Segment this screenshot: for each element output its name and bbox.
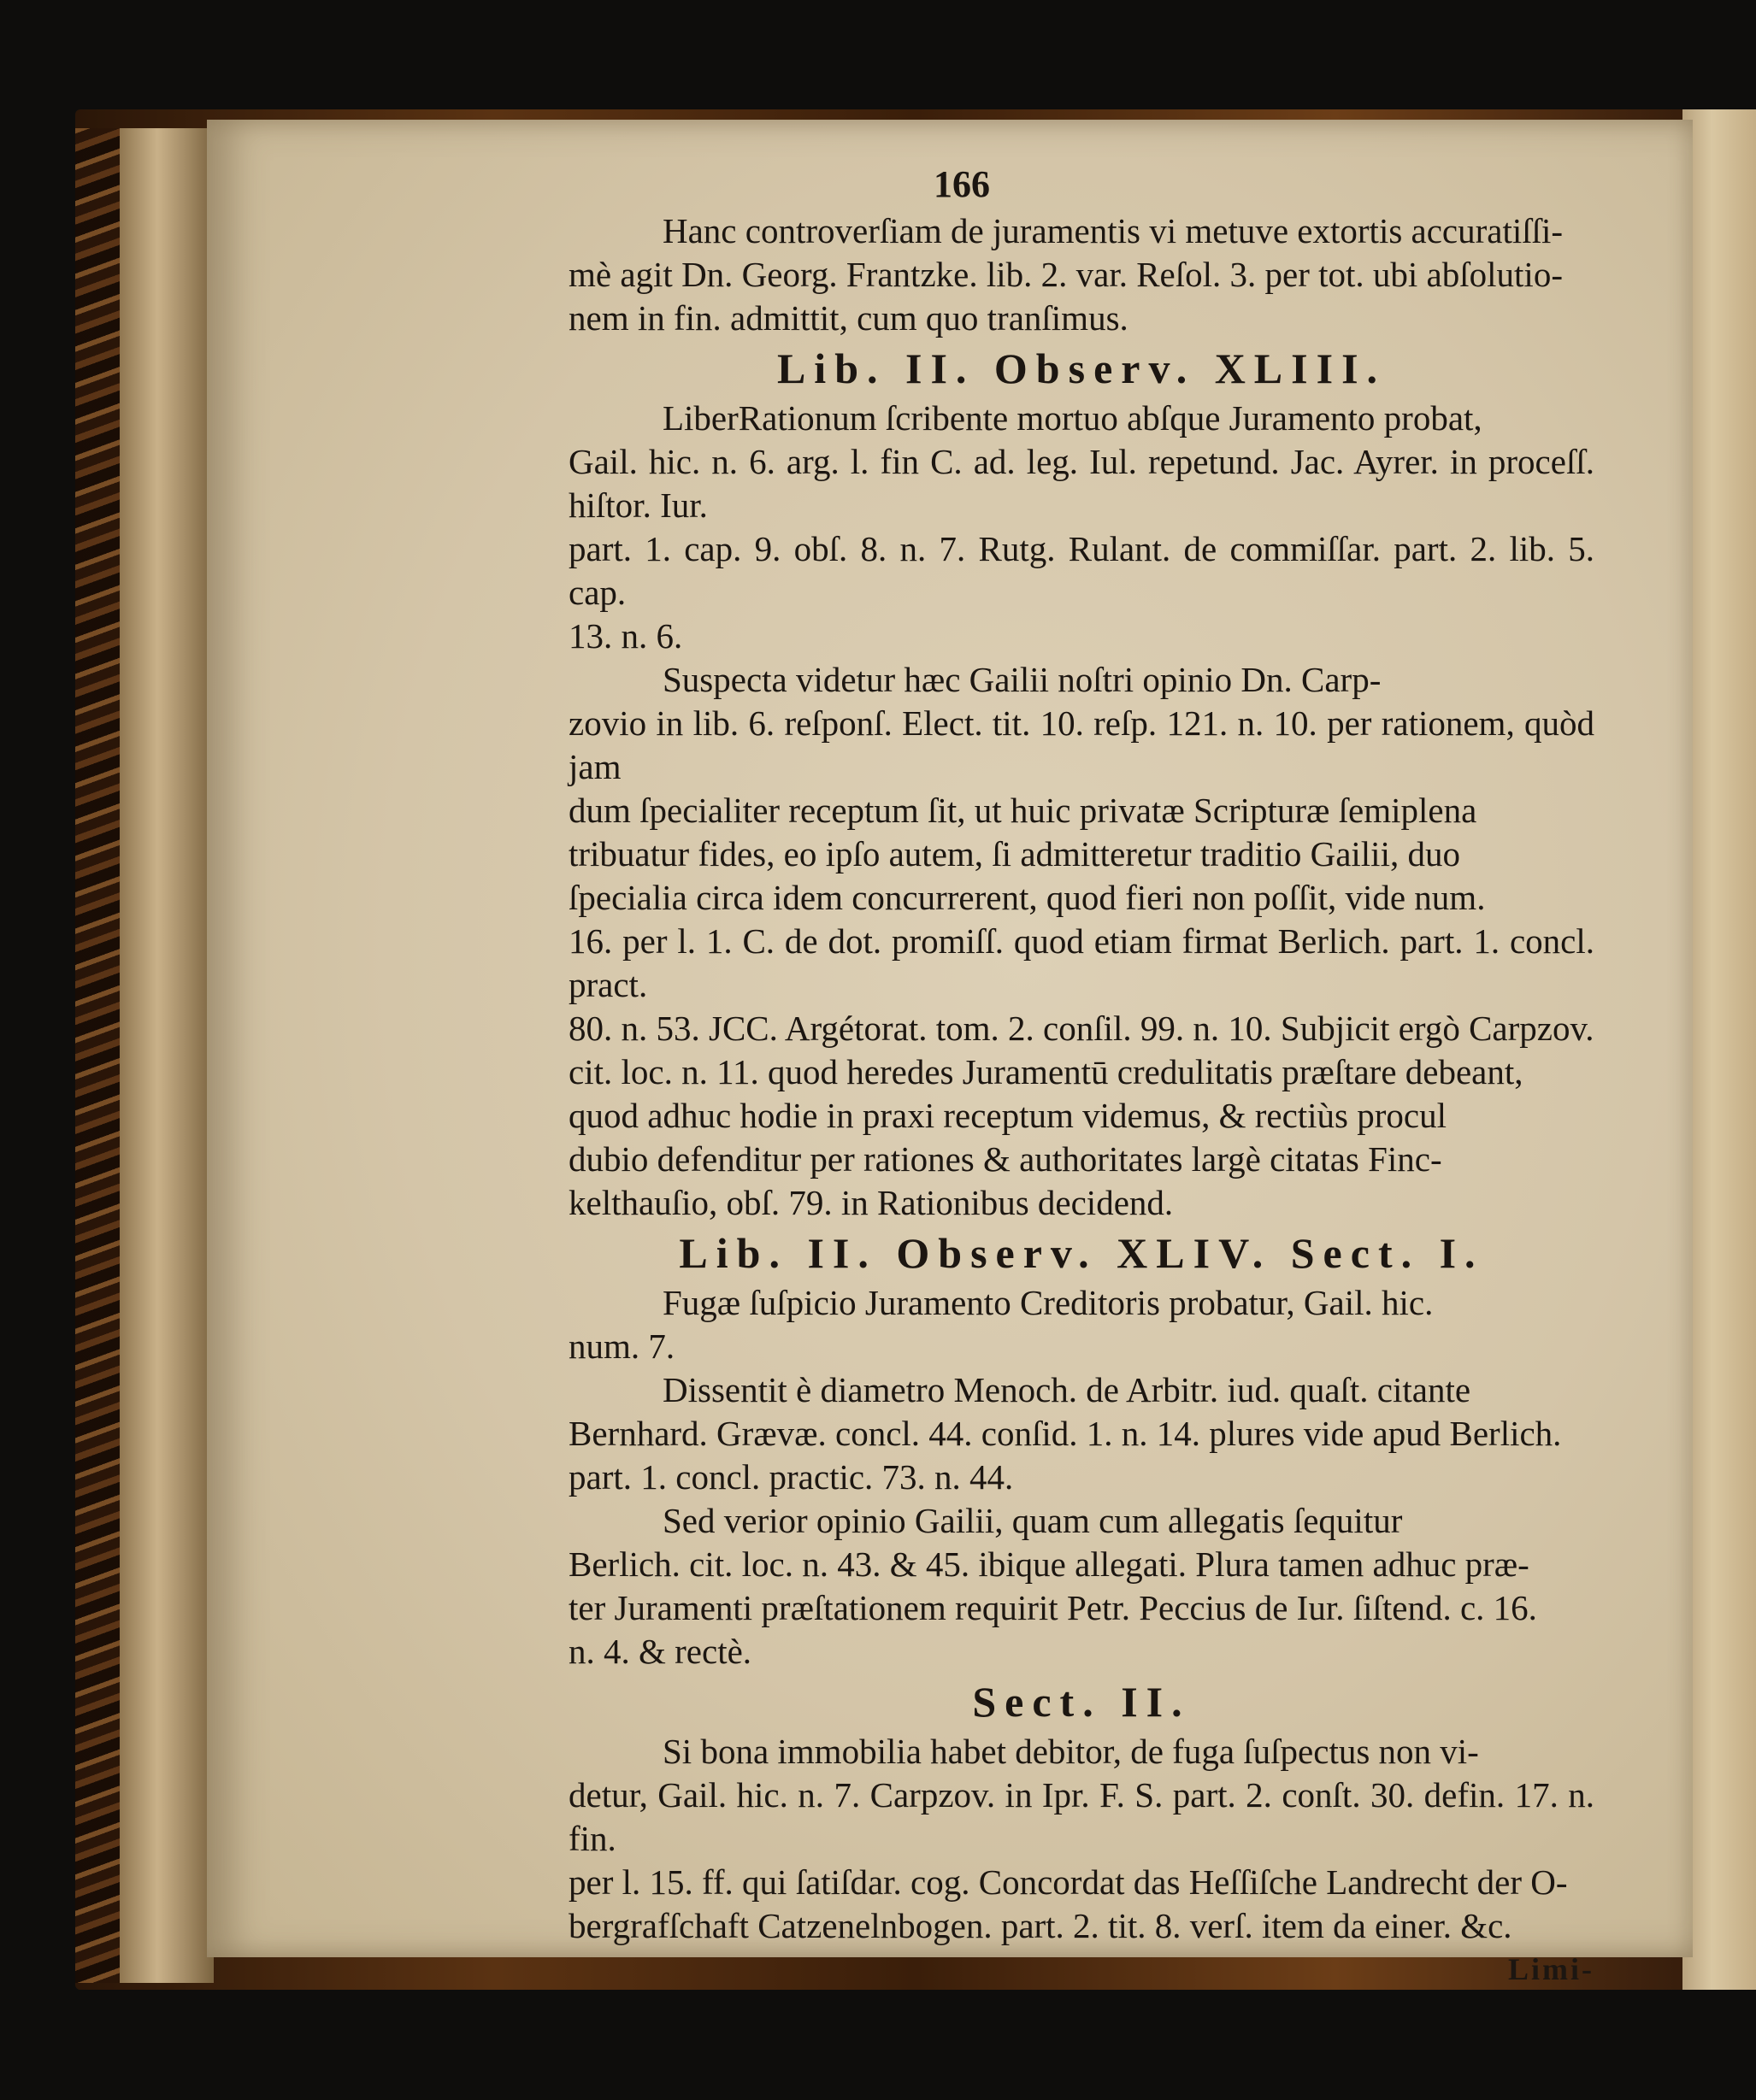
text-line: LiberRationum ſcribente mortuo abſque Juramento probat,: [663, 398, 1482, 438]
text-line: Berlich. cit. loc. n. 43. & 45. ibique allegati. Plura tamen adhuc præ-: [569, 1544, 1529, 1584]
text-line: Gail. hic. n. 6. arg. l. fin C. ad. leg. Iul. repetund. Jac. Ayrer. in proceſſ. hiſtor. Iur.: [569, 442, 1594, 525]
page-number: 166: [934, 163, 990, 205]
text-line: num. 7.: [569, 1326, 675, 1366]
text-line: dum ſpecialiter receptum ſit, ut huic privatæ Scripturæ ſemiplena: [569, 791, 1477, 830]
text-line: detur, Gail. hic. n. 7. Carpzov. in Ipr. F. S. part. 2. conſt. 30. defin. 17. n. fin.: [569, 1775, 1594, 1858]
text-line: dubio defenditur per rationes & authoritates largè citatas Finc-: [569, 1139, 1442, 1179]
text-line: bergrafſchaft Catzenelnbogen. part. 2. tit. 8. verſ. item da einer. &c.: [569, 1906, 1512, 1945]
page-gutter: [120, 128, 214, 1983]
text-line: nem in fin. admittit, cum quo tranſimus.: [569, 298, 1128, 338]
text-line: ter Juramenti præſtationem requirit Petr. Peccius de Iur. ſiſtend. c. 16.: [569, 1588, 1537, 1627]
page-fore-edge: [1682, 109, 1756, 1990]
text-line: quod adhuc hodie in praxi receptum videmus, & rectiùs procul: [569, 1096, 1447, 1135]
text-line: zovio in lib. 6. reſponſ. Elect. tit. 10. reſp. 121. n. 10. per rationem, quòd jam: [569, 703, 1594, 786]
text-line: Bernhard. Grævæ. concl. 44. conſid. 1. n. 14. plures vide apud Berlich.: [569, 1414, 1562, 1453]
text-line: part. 1. cap. 9. obſ. 8. n. 7. Rutg. Rulant. de commiſſar. part. 2. lib. 5. cap.: [569, 529, 1594, 612]
text-line: 80. n. 53. JCC. Argétorat. tom. 2. conſil. 99. n. 10. Subjicit ergò Carpzov.: [569, 1009, 1594, 1048]
text-line: 16. per l. 1. C. de dot. promiſſ. quod etiam firmat Berlich. part. 1. concl. pract.: [569, 921, 1594, 1004]
section-heading: Lib. II. Observ. XLIV. Sect. I.: [679, 1229, 1484, 1277]
text-line: Sed verior opinio Gailii, quam cum allegatis ſequitur: [663, 1501, 1403, 1540]
catchword: Limi-: [1508, 1952, 1594, 1986]
text-body: [569, 209, 1594, 1948]
text-line: ſpecialia circa idem concurrerent, quod fieri non poſſit, vide num.: [569, 878, 1486, 917]
text-line: mè agit Dn. Georg. Frantzke. lib. 2. var. Reſol. 3. per tot. ubi abſolutio-: [569, 255, 1563, 294]
section-heading: Sect. II.: [972, 1678, 1191, 1726]
text-line: part. 1. concl. practic. 73. n. 44.: [569, 1457, 1014, 1497]
text-line: cit. loc. n. 11. quod heredes Juramentū credulitatis præſtare debeant,: [569, 1052, 1523, 1091]
text-line: Hanc controverſiam de juramentis vi metuve extortis accuratiſſi-: [663, 211, 1564, 250]
text-line: Suspecta videtur hæc Gailii noſtri opinio Dn. Carp-: [663, 660, 1382, 699]
text-line: Dissentit è diametro Menoch. de Arbitr. iud. quaſt. citante: [663, 1370, 1471, 1409]
text-line: n. 4. & rectè.: [569, 1632, 752, 1671]
page-text: [569, 162, 1594, 1991]
text-line: 13. n. 6.: [569, 616, 683, 656]
text-line: tribuatur fides, eo ipſo autem, ſi admitteretur traditio Gailii, duo: [569, 834, 1460, 874]
text-line: Si bona immobilia habet debitor, de fuga ſuſpectus non vi-: [663, 1732, 1479, 1771]
text-line: kelthauſio, obſ. 79. in Rationibus decidend.: [569, 1183, 1174, 1222]
text-line: per l. 15. ff. qui ſatiſdar. cog. Concordat das Heſſiſche Landrecht der O-: [569, 1862, 1568, 1902]
section-heading: Lib. II. Observ. XLIII.: [776, 344, 1387, 392]
text-line: Fugæ ſuſpicio Juramento Creditoris probatur, Gail. hic.: [663, 1283, 1434, 1322]
